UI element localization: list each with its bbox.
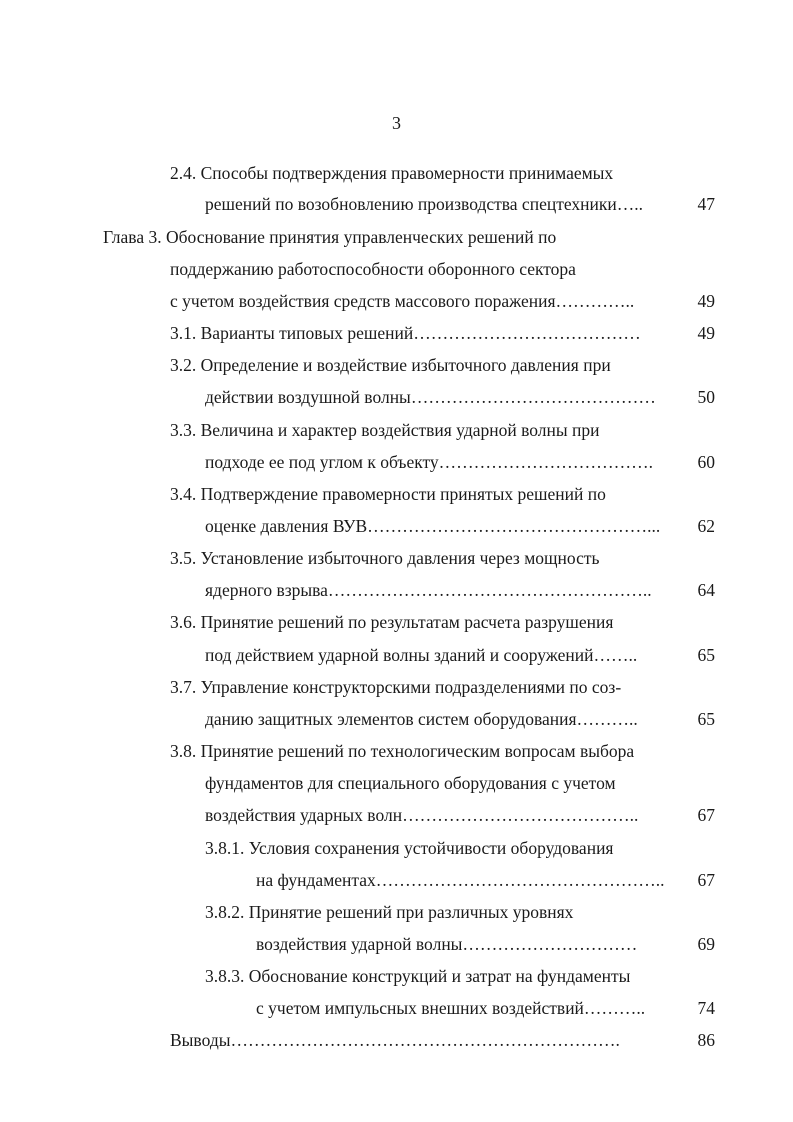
toc-line: оценке давления ВУВ…………………………………………... xyxy=(205,516,661,536)
toc-page-number: 86 xyxy=(697,1030,715,1050)
toc-line: решений по возобновлению производства спецтехники….. xyxy=(205,194,643,214)
toc-line: фундаментов для специального оборудования с учетом xyxy=(205,773,616,793)
toc-line: данию защитных элементов систем оборудования……….. xyxy=(205,709,638,729)
toc-line: 3.4. Подтверждение правомерности принятых решений по xyxy=(170,484,606,504)
toc-line: 3.8.1. Условия сохранения устойчивости оборудования xyxy=(205,838,614,858)
toc-line: 3.5. Установление избыточного давления через мощность xyxy=(170,548,600,568)
toc-line: поддержанию работоспособности оборонного сектора xyxy=(170,259,576,279)
toc-page-number: 74 xyxy=(697,998,715,1018)
toc-line: действии воздушной волны…………………………………… xyxy=(205,387,656,407)
toc-line: Выводы…………………………………………………………. xyxy=(170,1030,620,1050)
toc-line: воздействия ударной волны………………………… xyxy=(256,934,638,954)
toc-line: 2.4. Способы подтверждения правомерности принимаемых xyxy=(170,163,614,183)
toc-line: 3.8.2. Принятие решений при различных уровнях xyxy=(205,902,574,922)
toc-page-number: 60 xyxy=(697,452,715,472)
toc-line: Глава 3. Обоснование принятия управленческих решений по xyxy=(103,227,557,247)
toc-page-number: 47 xyxy=(697,194,715,214)
toc-line: 3.6. Принятие решений по результатам расчета разрушения xyxy=(170,612,614,632)
toc-page-number: 65 xyxy=(697,645,715,665)
toc-line: с учетом воздействия средств массового поражения………….. xyxy=(170,291,635,311)
toc-line: под действием ударной волны зданий и сооружений…….. xyxy=(205,645,638,665)
toc-page-number: 67 xyxy=(697,805,715,825)
toc-line: 3.3. Величина и характер воздействия ударной волны при xyxy=(170,420,600,440)
toc-page-number: 62 xyxy=(697,516,715,536)
toc-line: на фундаментах………………………………………….. xyxy=(256,870,665,890)
toc-line: 3.1. Варианты типовых решений………………………………… xyxy=(170,323,641,343)
toc-page-number: 50 xyxy=(697,387,715,407)
page-number: 3 xyxy=(392,113,401,133)
toc-line: 3.2. Определение и воздействие избыточного давления при xyxy=(170,355,611,375)
toc-line: ядерного взрыва……………………………………………….. xyxy=(205,580,652,600)
toc-line: с учетом импульсных внешних воздействий……….. xyxy=(256,998,646,1018)
toc-line: 3.8.3. Обоснование конструкций и затрат на фундаменты xyxy=(205,966,631,986)
toc-page-number: 65 xyxy=(697,709,715,729)
toc-line: воздействия ударных волн………………………………….. xyxy=(205,805,639,825)
toc-page-number: 67 xyxy=(697,870,715,890)
toc-line: подходе ее под углом к объекту………………………………. xyxy=(205,452,654,472)
toc-page-number: 49 xyxy=(697,323,715,343)
toc-line: 3.8. Принятие решений по технологическим вопросам выбора xyxy=(170,741,635,761)
toc-page-number: 69 xyxy=(697,934,715,954)
toc-line: 3.7. Управление конструкторскими подразделениями по соз- xyxy=(170,677,622,697)
toc-page-number: 49 xyxy=(697,291,715,311)
toc-page-number: 64 xyxy=(697,580,715,600)
